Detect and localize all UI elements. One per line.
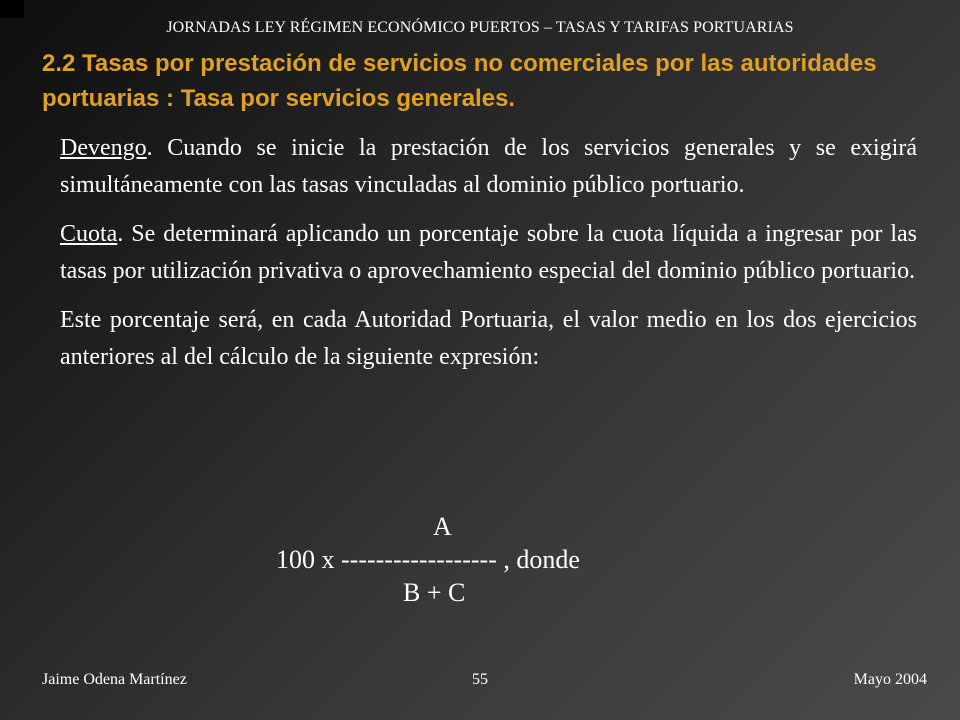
paragraph-text-devengo: . Cuando se inicie la prestación de los servicios generales y se exigirá simultáneamente con las tasas vinculadas al dominio público portuario. [60, 135, 917, 198]
footer-page-number: 55 [472, 671, 488, 688]
term-label-cuota: Cuota [60, 221, 118, 247]
paragraph-porcentaje [60, 302, 917, 376]
formula-numerator: A [433, 512, 452, 541]
term-label-devengo: Devengo [60, 135, 147, 161]
paragraph-text-cuota: . Se determinará aplicando un porcentaje sobre la cuota líquida a ingresar por las tasas por utilización privativa o aprovechamiento especial del dominio público portuario. [60, 221, 917, 284]
slide-header: JORNADAS LEY RÉGIMEN ECONÓMICO PUERTOS – TASAS Y TARIFAS PORTUARIAS [166, 19, 794, 36]
slide-body [60, 130, 917, 388]
slide-title: 2.2 Tasas por prestación de servicios no comerciales por las autoridades portuarias : Tasa por servicios generales. [42, 50, 877, 112]
corner-marker [0, 0, 24, 18]
formula-denominator: B + C [403, 578, 466, 607]
paragraph-text-porcentaje: Este porcentaje será, en cada Autoridad Portuaria, el valor medio en los dos ejercicios anteriores al del cálculo de la siguiente expresión: [60, 307, 917, 370]
footer-author: Jaime Odena Martínez [42, 671, 187, 688]
footer-date: Mayo 2004 [853, 671, 927, 688]
paragraph-cuota [60, 216, 917, 290]
formula-main-line: 100 x ------------------ , donde [276, 545, 580, 574]
paragraph-devengo [60, 130, 917, 204]
